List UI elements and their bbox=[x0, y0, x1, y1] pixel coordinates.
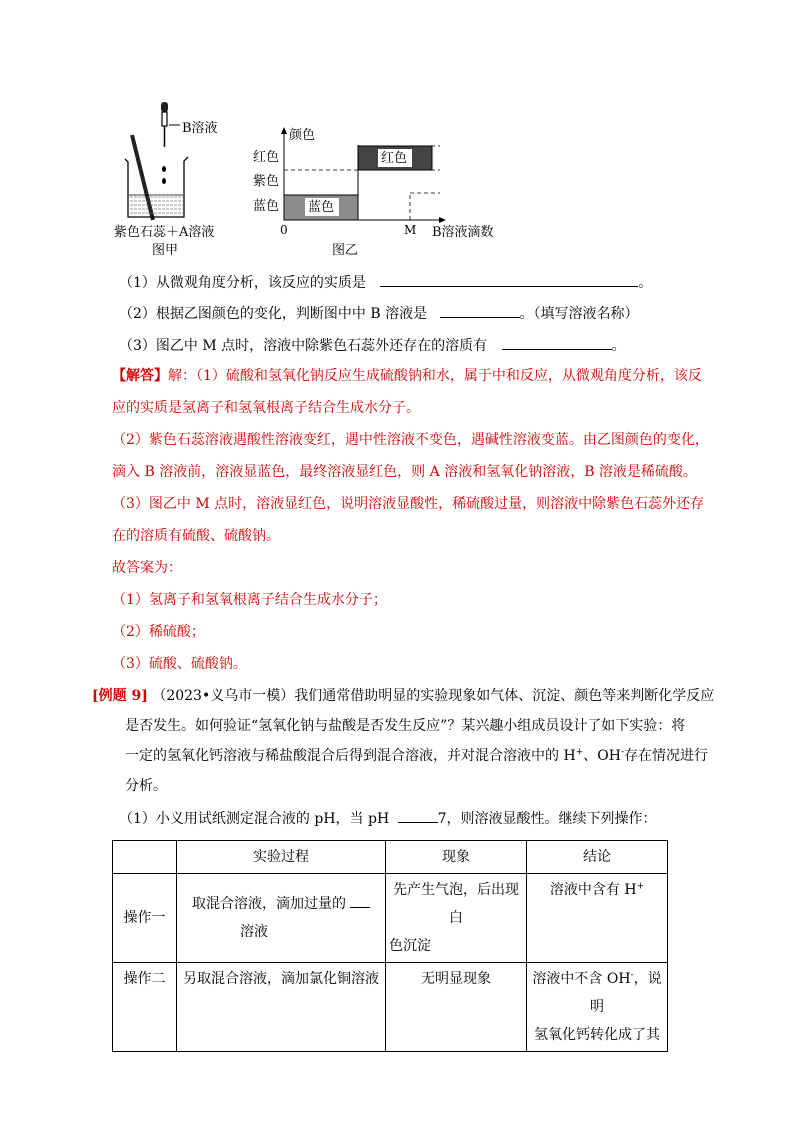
example9-line-3: 一定的氢氧化钙溶液与稀盐酸混合后得到混合溶液，并对混合溶液中的 H+、OH-存在情况进行 bbox=[125, 747, 708, 764]
fig-a-label: 图甲 bbox=[152, 243, 179, 258]
answer-line-1: 【解答】解：（1）硫酸和氢氧化钠反应生成硫酸钠和水，属于中和反应，从微观角度分析，该反 bbox=[112, 368, 702, 384]
answer-line-8: （1）氢离子和氢氧根离子结合生成水分子； bbox=[112, 592, 387, 608]
example9-line-2: 是否发生。如何验证“氢氧化钠与盐酸是否发生反应”？某兴趣小组成员设计了如下实验：将 bbox=[125, 718, 686, 734]
row1-phenomenon: 先产生气泡，后出现白 色沉淀 bbox=[386, 874, 527, 963]
table-header-row bbox=[113, 841, 668, 874]
header-process: 实验过程 bbox=[177, 841, 386, 874]
answer-line-3: （2）紫色石蕊溶液遇酸性溶液变红，遇中性溶液不变色，遇碱性溶液变蓝。由乙图颜色的变化， bbox=[112, 432, 709, 448]
table-row bbox=[113, 963, 668, 1052]
header-conclusion: 结论 bbox=[527, 841, 668, 874]
row2-phenomenon: 无明显现象 bbox=[386, 963, 527, 1052]
example9-tag: [例题 9] bbox=[92, 688, 148, 704]
reagent-blank bbox=[350, 893, 370, 908]
example9-question-1: （1）小义用试纸测定混合液的 pH，当 pH 7，则溶液显酸性。继续下列操作： bbox=[119, 808, 657, 829]
y-axis-title: 颜色 bbox=[289, 128, 316, 143]
experiment-table bbox=[112, 840, 668, 1052]
answer-blank-1 bbox=[380, 272, 638, 287]
answer-line-6: 在的溶质有硫酸、硫酸钠。 bbox=[112, 528, 280, 544]
header-empty bbox=[113, 841, 177, 874]
answer-line-7: 故答案为： bbox=[112, 560, 182, 576]
bar-blue-label: 蓝色 bbox=[308, 200, 335, 215]
beaker-caption: 紫色石蕊＋A溶液 bbox=[114, 225, 215, 240]
row2-process: 另取混合溶液，滴加氯化铜溶液 bbox=[177, 963, 386, 1052]
fig-b-label: 图乙 bbox=[332, 243, 359, 258]
answer-blank-3 bbox=[502, 335, 612, 350]
bar-red-label: 红色 bbox=[381, 151, 408, 166]
m-label: M bbox=[404, 223, 417, 237]
question-2: （2）根据乙图颜色的变化，判断图中中 B 溶液是 。（填写溶液名称） bbox=[119, 303, 639, 324]
answer-line-5: （3）图乙中 M 点时，溶液显红色，说明溶液显酸性，稀硫酸过量，则溶液中除紫色石蕊外还存 bbox=[112, 496, 705, 512]
ph-blank bbox=[398, 808, 438, 823]
answer-line-4: 滴入 B 溶液前，溶液显蓝色，最终溶液显红色，则 A 溶液和氢氧化钠溶液，B 溶液是稀硫酸。 bbox=[112, 464, 697, 480]
row1-conclusion: 溶液中含有 H+ bbox=[527, 874, 668, 963]
table-row bbox=[113, 874, 668, 963]
y-label-blue: 蓝色 bbox=[253, 199, 280, 214]
origin-label: 0 bbox=[280, 223, 288, 237]
row2-conclusion: 溶液中不含 OH-，说明 氢氧化钙转化成了其 bbox=[527, 963, 668, 1052]
question-3: （3）图乙中 M 点时，溶液中除紫色石蕊外还存在的溶质有 。 bbox=[119, 335, 626, 356]
answer-line-2: 应的实质是氢离子和氢氧根离子结合生成水分子。 bbox=[112, 400, 420, 416]
answer-blank-2 bbox=[440, 303, 520, 318]
question-1: （1）从微观角度分析，该反应的实质是 。 bbox=[119, 272, 652, 293]
header-phenomenon: 现象 bbox=[386, 841, 527, 874]
answer-line-9: （2）稀硫酸； bbox=[112, 624, 205, 640]
row1-name: 操作一 bbox=[113, 874, 177, 963]
answer-line-10: （3）硫酸、硫酸钠。 bbox=[112, 656, 247, 672]
example9-line-1: [例题 9] （2023•义乌市一模）我们通常借助明显的实验现象如气体、沉淀、颜色等来判断化学反应 bbox=[92, 688, 715, 704]
row1-process: 取混合溶液，滴加过量的 溶液 bbox=[177, 874, 386, 963]
example9-line-4: 分析。 bbox=[125, 778, 167, 794]
x-axis-title: B溶液滴数 bbox=[432, 225, 494, 240]
row2-name: 操作二 bbox=[113, 963, 177, 1052]
answer-tag: 【解答】 bbox=[112, 368, 168, 384]
y-label-purple: 紫色 bbox=[253, 174, 280, 189]
y-label-red: 红色 bbox=[253, 150, 280, 165]
b-solution-label: B溶液 bbox=[182, 121, 218, 136]
